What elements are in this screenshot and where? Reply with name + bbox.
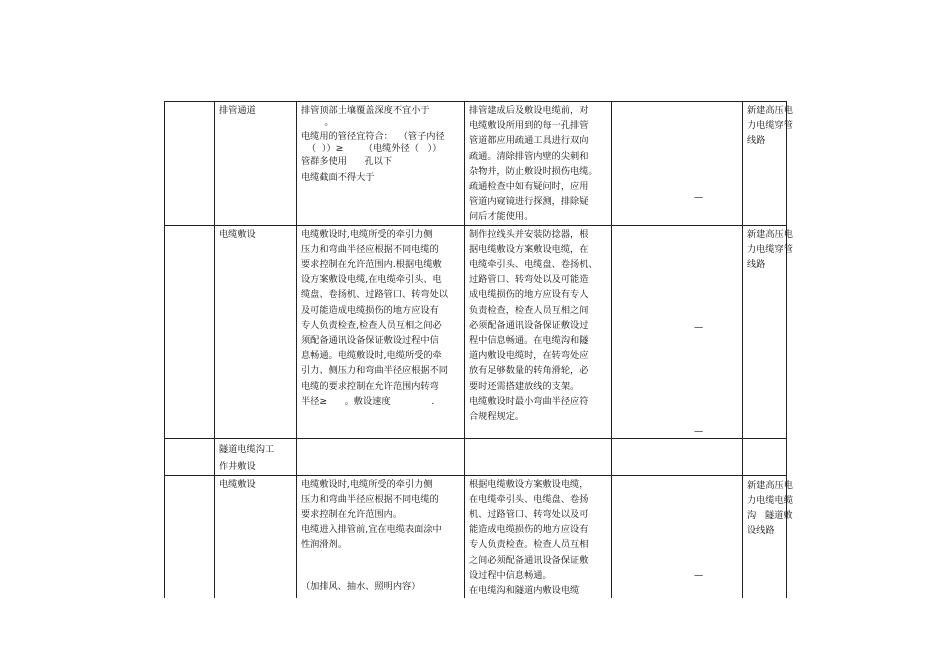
control-line: 在电缆牵引头、电缆盘、卷扬 (469, 493, 589, 505)
table-row (165, 102, 787, 226)
requirement-line: 须配备通讯设备保证敷设过程中信 (301, 335, 439, 347)
scope-line: 线路 (747, 259, 766, 271)
control-line: 成电缆损伤的地方应设有专人 (469, 289, 589, 301)
requirement-cell (297, 225, 465, 438)
control-line: 负责检查，检查人员互相之间 (469, 304, 589, 316)
item-label: 隧道电缆沟工 (219, 443, 275, 455)
requirement-line: 压力和弯曲半径应根据不同电缆的 (301, 493, 439, 505)
control-line: 道内敷设电缆时，在转弯处应 (469, 350, 589, 362)
check-mark: — (694, 569, 704, 581)
item-label: 排管通道 (219, 105, 256, 116)
scope-line: 力电缆电缆 (747, 494, 793, 506)
requirement-line: 性润滑剂。 (301, 539, 347, 551)
scope-line: 新建高压电 (747, 105, 793, 116)
item-cell (215, 102, 297, 226)
scope-line: 线路 (747, 135, 766, 147)
scope-cell (743, 475, 793, 598)
control-line: 设过程中信息畅通。 (469, 569, 552, 581)
table-cell-empty (612, 438, 743, 475)
requirement-line: 电缆的要求控制在允许范围内转弯 (301, 380, 439, 392)
requirement-note: （加排风、抽水、照明内容） (301, 580, 421, 592)
scope-line: 力电缆穿管 (747, 120, 793, 132)
control-line: 放有足够数量的转角滑轮，必 (469, 365, 589, 377)
scope-cell (743, 225, 793, 438)
check-mark: — (694, 321, 704, 333)
requirement-line: 电缆截面不得大于 (301, 171, 375, 183)
control-line: 在电缆沟和隧道内敷设电缆 (469, 585, 580, 597)
requirement-line: 要求控制在允许范围内。 (301, 509, 403, 521)
check-mark: — (694, 192, 704, 203)
inspection-table (164, 101, 793, 598)
control-line: 疏通。清除排管内壁的尖刺和 (469, 150, 589, 162)
scope-line: 力电缆穿管 (747, 243, 793, 255)
requirement-line: 半径≥ 。敷设速度 . (301, 395, 435, 407)
scope-line: 新建高压电 (747, 479, 793, 491)
control-line: 电缆敷设时最小弯曲半径应符 (469, 395, 589, 407)
table-cell-empty (297, 438, 465, 475)
control-line: 必须配备通讯设备保证敷设过 (469, 319, 589, 331)
control-line: 程中信息畅通。在电缆沟和隧 (469, 335, 589, 347)
item-label: 电缆敷设 (219, 228, 256, 240)
check-cell (612, 475, 743, 598)
control-line: 管道都应用疏通工具进行双向 (469, 135, 589, 147)
check-cell (612, 102, 743, 226)
requirement-line: 引力、侧压力和弯曲半径应根据不同 (301, 365, 448, 377)
table-cell-empty (165, 102, 215, 226)
scope-cell (743, 102, 793, 226)
item-label: 作井敷设 (219, 460, 256, 472)
control-measure-cell (465, 102, 612, 226)
requirement-line: 电缆敷设时,电缆所受的牵引力侧 (301, 478, 433, 490)
control-line: 管道内窥镜进行探测，排除疑 (469, 196, 589, 208)
control-line: 制作拉线头并安装防捻器，根 (469, 228, 589, 240)
item-cell (215, 225, 297, 438)
requirement-line: 专人负责检查,检查人员互相之间必 (301, 319, 442, 331)
control-line: 机、过路管口、转弯处以及可 (469, 509, 589, 521)
control-line: 过路管口、转弯处以及可能造 (469, 274, 589, 286)
control-line: 之间必须配备通讯设备保证敷 (469, 554, 589, 566)
control-line: 电缆敷设所用到的每一孔排管 (469, 120, 589, 132)
table-row (165, 475, 787, 598)
control-line: 杂物并，防止敷设时损伤电缆。 (469, 165, 598, 177)
control-line: 专人负责检查。检查人员互相 (469, 539, 589, 551)
requirement-line: 及可能造成电缆损伤的地方应设有 (301, 304, 439, 316)
control-line: 能造成电缆损伤的地方应设有 (469, 524, 589, 536)
control-line: 排管建成后及敷设电缆前，对 (469, 105, 589, 116)
item-cell (215, 438, 297, 475)
requirement-cell (297, 475, 465, 598)
item-label: 电缆敷设 (219, 478, 256, 490)
requirement-line: （ ））≥ （电缆外径（ ）） (301, 142, 442, 154)
requirement-line: 电缆用的管径宜符合： （管子内径 (301, 130, 445, 142)
control-line: 疏通检查中如有疑问时，应用 (469, 181, 589, 193)
requirement-cell (297, 102, 465, 226)
requirement-line: 排管顶部土壤覆盖深度不宜小于 (301, 105, 430, 116)
scope-line: 设线路 (747, 525, 775, 537)
table-cell-empty (465, 438, 612, 475)
check-mark: — (694, 425, 704, 437)
table-cell-empty (743, 438, 787, 475)
requirement-line: 。 (301, 117, 334, 129)
requirement-line: 设方案敷设电缆,在电缆牵引头、电 (301, 274, 442, 286)
control-line: 根据电缆敷设方案敷设电缆， (469, 478, 589, 490)
control-measure-cell (465, 225, 612, 438)
table-cell-empty (165, 225, 215, 438)
control-line: 问后才能使用。 (469, 211, 534, 223)
requirement-line: 缆盘、卷扬机、过路管口、转弯处以 (301, 289, 448, 301)
requirement-line: 要求控制在允许范围内.根据电缆敷 (301, 259, 442, 271)
control-line: 据电缆敷设方案敷设电缆，在 (469, 243, 589, 255)
scope-line: 沟 隧道敷 (747, 510, 793, 522)
control-line: 合规程规定。 (469, 411, 525, 423)
control-line: 要时还需搭建放线的支架。 (469, 380, 580, 392)
requirement-line: 电缆敷设时,电缆所受的牵引力侧 (301, 228, 433, 240)
table-row (165, 438, 787, 475)
scope-line: 新建高压电 (747, 228, 793, 240)
item-cell (215, 475, 297, 598)
requirement-line: 管群多使用 孔以下 (301, 156, 393, 168)
control-measure-cell (465, 475, 612, 598)
table-cell-empty (165, 438, 215, 475)
requirement-line: 压力和弯曲半径应根据不同电缆的 (301, 243, 439, 255)
control-line: 电缆牵引头、电缆盘、卷扬机、 (469, 259, 598, 271)
requirement-line: 电缆进入排管前,宜在电缆表面涂中 (301, 524, 442, 536)
table-cell-empty (165, 475, 215, 598)
check-cell (612, 225, 743, 438)
requirement-line: 息畅通。电缆敷设时,电缆所受的牵 (301, 350, 442, 362)
table-row (165, 225, 787, 438)
